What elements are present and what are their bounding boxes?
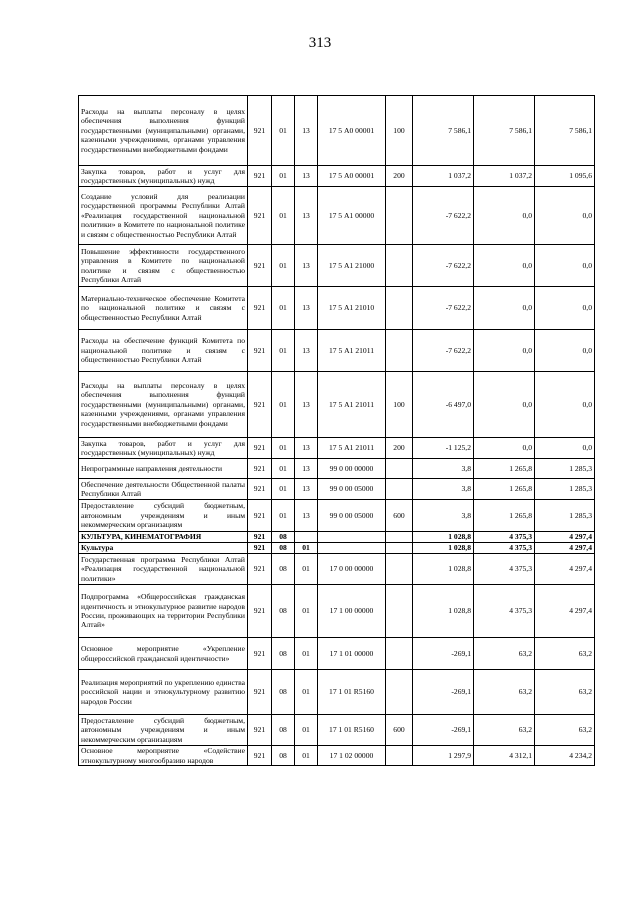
expense-type-code	[386, 287, 413, 330]
admin-code: 921	[248, 187, 272, 245]
amount-year-1: -7 622,2	[413, 245, 474, 287]
amount-year-3: 0,0	[535, 438, 595, 459]
amount-year-2: 63,2	[474, 715, 535, 746]
amount-year-1: 3,8	[413, 500, 474, 532]
subsection-code	[295, 532, 318, 543]
table-row	[79, 245, 595, 287]
target-article-code: 17 5 А1 21000	[318, 245, 386, 287]
amount-year-1: 1 297,9	[413, 746, 474, 766]
expense-type-code	[386, 245, 413, 287]
expense-type-code	[386, 585, 413, 638]
amount-year-2: 0,0	[474, 287, 535, 330]
expense-type-code	[386, 330, 413, 372]
amount-year-1: 1 028,8	[413, 585, 474, 638]
subsection-code: 13	[295, 287, 318, 330]
target-article-code	[318, 543, 386, 554]
section-code: 01	[272, 96, 295, 166]
amount-year-3: 4 297,4	[535, 543, 595, 554]
section-code: 01	[272, 438, 295, 459]
amount-year-1: -7 622,2	[413, 287, 474, 330]
target-article-code: 17 0 00 00000	[318, 554, 386, 585]
amount-year-2: 0,0	[474, 372, 535, 438]
admin-code: 921	[248, 438, 272, 459]
amount-year-1: -269,1	[413, 638, 474, 670]
subsection-code: 13	[295, 245, 318, 287]
table-row	[79, 459, 595, 479]
row-name: Создание условий для реализации государственной программы Республики Алтай «Реализация государственной национальной политики» в Комитете по национальной политике и связям с общественностью Республики Алтай	[79, 187, 248, 245]
admin-code: 921	[248, 532, 272, 543]
table-row	[79, 187, 595, 245]
amount-year-1: 1 028,8	[413, 554, 474, 585]
amount-year-1: 1 037,2	[413, 166, 474, 187]
amount-year-1: -6 497,0	[413, 372, 474, 438]
amount-year-1: -269,1	[413, 715, 474, 746]
amount-year-3: 0,0	[535, 287, 595, 330]
amount-year-3: 0,0	[535, 245, 595, 287]
subsection-code: 13	[295, 438, 318, 459]
amount-year-1: -7 622,2	[413, 330, 474, 372]
amount-year-2: 0,0	[474, 330, 535, 372]
admin-code: 921	[248, 715, 272, 746]
amount-year-3: 4 234,2	[535, 746, 595, 766]
amount-year-3: 63,2	[535, 638, 595, 670]
subsection-code: 01	[295, 746, 318, 766]
amount-year-1: 1 028,8	[413, 543, 474, 554]
expense-type-code: 100	[386, 372, 413, 438]
section-code: 08	[272, 554, 295, 585]
row-name: Реализация мероприятий по укреплению единства российской нации и этнокультурному развитию народов России	[79, 670, 248, 715]
amount-year-2: 7 586,1	[474, 96, 535, 166]
amount-year-1: -269,1	[413, 670, 474, 715]
section-code: 01	[272, 500, 295, 532]
expense-type-code	[386, 543, 413, 554]
table-row	[79, 372, 595, 438]
subsection-code: 13	[295, 372, 318, 438]
amount-year-2: 4 375,3	[474, 585, 535, 638]
section-code: 08	[272, 543, 295, 554]
admin-code: 921	[248, 500, 272, 532]
row-name: Расходы на выплаты персоналу в целях обеспечения выполнения функций государственными (муниципальными) органами, казенными учреждениями, органами управления государственными внебюджетными фондами	[79, 96, 248, 166]
section-code: 01	[272, 245, 295, 287]
amount-year-3: 0,0	[535, 372, 595, 438]
target-article-code: 17 1 02 00000	[318, 746, 386, 766]
budget-table	[78, 95, 595, 766]
target-article-code: 17 1 01 R5160	[318, 670, 386, 715]
expense-type-code	[386, 532, 413, 543]
expense-type-code	[386, 479, 413, 500]
subsection-code: 01	[295, 638, 318, 670]
subsection-code: 13	[295, 166, 318, 187]
section-code: 01	[272, 166, 295, 187]
row-name: Расходы на выплаты персоналу в целях обеспечения выполнения функций государственными (муниципальными) органами, казенными учреждениями, органами управления государственными внебюджетными фондами	[79, 372, 248, 438]
row-name: Предоставление субсидий бюджетным, автономным учреждениям и иным некоммерческим организациям	[79, 715, 248, 746]
target-article-code: 17 5 А0 00001	[318, 96, 386, 166]
admin-code: 921	[248, 585, 272, 638]
admin-code: 921	[248, 166, 272, 187]
amount-year-1: -7 622,2	[413, 187, 474, 245]
subsection-code: 01	[295, 715, 318, 746]
amount-year-3: 0,0	[535, 187, 595, 245]
amount-year-3: 4 297,4	[535, 554, 595, 585]
row-name: Повышение эффективности государственного управления в Комитете по национальной политике и связям с общественностью Республики Алтай	[79, 245, 248, 287]
admin-code: 921	[248, 245, 272, 287]
subsection-code: 13	[295, 479, 318, 500]
table-row	[79, 543, 595, 554]
target-article-code: 17 5 А1 21011	[318, 372, 386, 438]
section-code: 08	[272, 638, 295, 670]
target-article-code: 17 1 01 R5160	[318, 715, 386, 746]
table-row	[79, 715, 595, 746]
amount-year-2: 0,0	[474, 187, 535, 245]
expense-type-code: 200	[386, 166, 413, 187]
admin-code: 921	[248, 746, 272, 766]
amount-year-3: 4 297,4	[535, 532, 595, 543]
row-name: Культура	[79, 543, 248, 554]
target-article-code: 17 5 А1 00000	[318, 187, 386, 245]
amount-year-2: 4 375,3	[474, 532, 535, 543]
row-name: Непрограммные направления деятельности	[79, 459, 248, 479]
admin-code: 921	[248, 459, 272, 479]
target-article-code: 17 1 01 00000	[318, 638, 386, 670]
row-name: Материально-техническое обеспечение Комитета по национальной политике и связям с общественностью Республики Алтай	[79, 287, 248, 330]
table-row	[79, 479, 595, 500]
section-code: 08	[272, 715, 295, 746]
amount-year-3: 0,0	[535, 330, 595, 372]
section-code: 01	[272, 372, 295, 438]
row-name: КУЛЬТУРА, КИНЕМАТОГРАФИЯ	[79, 532, 248, 543]
target-article-code	[318, 532, 386, 543]
amount-year-1: 1 028,8	[413, 532, 474, 543]
expense-type-code	[386, 670, 413, 715]
subsection-code: 13	[295, 96, 318, 166]
subsection-code: 01	[295, 554, 318, 585]
row-name: Закупка товаров, работ и услуг для государственных (муниципальных) нужд	[79, 166, 248, 187]
amount-year-2: 0,0	[474, 438, 535, 459]
amount-year-2: 4 312,1	[474, 746, 535, 766]
amount-year-3: 4 297,4	[535, 585, 595, 638]
target-article-code: 99 0 00 05000	[318, 479, 386, 500]
row-name: Закупка товаров, работ и услуг для государственных (муниципальных) нужд	[79, 438, 248, 459]
table-row	[79, 670, 595, 715]
table-row	[79, 585, 595, 638]
page-number: 313	[308, 35, 332, 51]
table-row	[79, 746, 595, 766]
section-code: 08	[272, 746, 295, 766]
amount-year-3: 1 285,3	[535, 500, 595, 532]
section-code: 01	[272, 187, 295, 245]
subsection-code: 13	[295, 330, 318, 372]
subsection-code: 13	[295, 459, 318, 479]
amount-year-3: 1 285,3	[535, 479, 595, 500]
section-code: 08	[272, 670, 295, 715]
section-code: 01	[272, 459, 295, 479]
amount-year-2: 4 375,3	[474, 543, 535, 554]
subsection-code: 01	[295, 585, 318, 638]
subsection-code: 13	[295, 187, 318, 245]
row-name: Расходы на обеспечение функций Комитета по национальной политике и связям с общественностью Республики Алтай	[79, 330, 248, 372]
expense-type-code: 200	[386, 438, 413, 459]
table-row	[79, 330, 595, 372]
admin-code: 921	[248, 330, 272, 372]
target-article-code: 99 0 00 00000	[318, 459, 386, 479]
table-row	[79, 638, 595, 670]
amount-year-3: 1 095,6	[535, 166, 595, 187]
section-code: 01	[272, 287, 295, 330]
target-article-code: 17 5 А1 21011	[318, 330, 386, 372]
target-article-code: 17 5 А1 21010	[318, 287, 386, 330]
admin-code: 921	[248, 638, 272, 670]
subsection-code: 13	[295, 500, 318, 532]
expense-type-code	[386, 638, 413, 670]
amount-year-2: 1 265,8	[474, 459, 535, 479]
table-row	[79, 438, 595, 459]
amount-year-1: 3,8	[413, 459, 474, 479]
expense-type-code	[386, 554, 413, 585]
section-code: 01	[272, 479, 295, 500]
expense-type-code	[386, 187, 413, 245]
target-article-code: 99 0 00 05000	[318, 500, 386, 532]
row-name: Предоставление субсидий бюджетным, автономным учреждениям и иным некоммерческим организациям	[79, 500, 248, 532]
amount-year-3: 1 285,3	[535, 459, 595, 479]
expense-type-code: 600	[386, 715, 413, 746]
table-row	[79, 554, 595, 585]
amount-year-1: 7 586,1	[413, 96, 474, 166]
amount-year-3: 7 586,1	[535, 96, 595, 166]
amount-year-2: 4 375,3	[474, 554, 535, 585]
section-code: 01	[272, 330, 295, 372]
admin-code: 921	[248, 670, 272, 715]
amount-year-3: 63,2	[535, 715, 595, 746]
target-article-code: 17 5 А0 00001	[318, 166, 386, 187]
admin-code: 921	[248, 554, 272, 585]
subsection-code: 01	[295, 670, 318, 715]
row-name: Обеспечение деятельности Общественной палаты Республики Алтай	[79, 479, 248, 500]
table-row	[79, 166, 595, 187]
row-name: Основное мероприятие «Содействие этнокультурному многообразию народов	[79, 746, 248, 766]
admin-code: 921	[248, 479, 272, 500]
subsection-code: 01	[295, 543, 318, 554]
expense-type-code	[386, 459, 413, 479]
target-article-code: 17 5 А1 21011	[318, 438, 386, 459]
amount-year-2: 63,2	[474, 638, 535, 670]
admin-code: 921	[248, 287, 272, 330]
expense-type-code: 100	[386, 96, 413, 166]
admin-code: 921	[248, 543, 272, 554]
amount-year-1: -1 125,2	[413, 438, 474, 459]
row-name: Государственная программа Республики Алтай «Реализация государственной национальной политики»	[79, 554, 248, 585]
table-row	[79, 532, 595, 543]
amount-year-2: 1 265,8	[474, 479, 535, 500]
amount-year-2: 0,0	[474, 245, 535, 287]
table-row	[79, 96, 595, 166]
row-name: Подпрограмма «Общероссийская гражданская идентичность и этнокультурное развитие народов России, проживающих на территории Республики Алтай»	[79, 585, 248, 638]
amount-year-1: 3,8	[413, 479, 474, 500]
expense-type-code: 600	[386, 500, 413, 532]
admin-code: 921	[248, 372, 272, 438]
expense-type-code	[386, 746, 413, 766]
row-name: Основное мероприятие «Укрепление общероссийской гражданской идентичности»	[79, 638, 248, 670]
amount-year-2: 63,2	[474, 670, 535, 715]
table-row	[79, 287, 595, 330]
section-code: 08	[272, 585, 295, 638]
section-code: 08	[272, 532, 295, 543]
amount-year-2: 1 265,8	[474, 500, 535, 532]
amount-year-2: 1 037,2	[474, 166, 535, 187]
target-article-code: 17 1 00 00000	[318, 585, 386, 638]
admin-code: 921	[248, 96, 272, 166]
amount-year-3: 63,2	[535, 670, 595, 715]
table-row	[79, 500, 595, 532]
